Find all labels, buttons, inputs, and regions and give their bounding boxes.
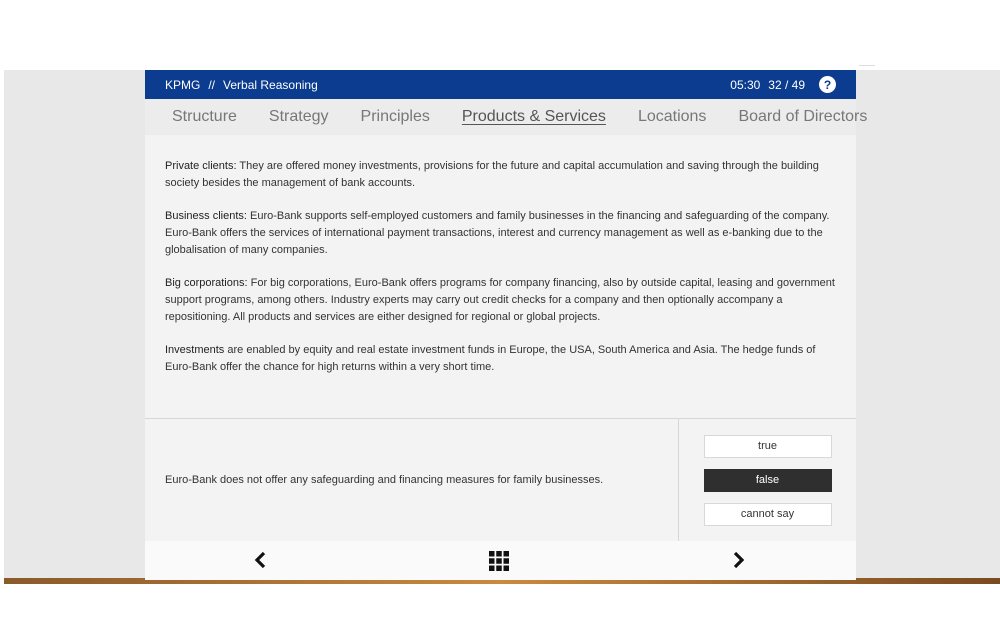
passage-paragraph (165, 342, 836, 376)
corner-line (859, 65, 875, 66)
chevron-right-icon (728, 550, 748, 570)
grid-icon (488, 550, 510, 572)
header-bar (145, 70, 856, 99)
tab-locations[interactable]: Locations (637, 108, 707, 125)
paragraph-text: Euro-Bank supports self-employed customers and family businesses in the financing and safeguarding of the company. Euro-Bank offers the services of international payment transactions, interest and currency management as well as e-banking due to the globalisation of many companies. (165, 210, 830, 256)
tab-bar (145, 99, 868, 135)
tab-board-of-directors[interactable]: Board of Directors (738, 108, 868, 125)
question-statement: Euro-Bank does not offer any safeguarding and financing measures for family businesses. (165, 474, 604, 486)
passage-paragraph (165, 208, 836, 259)
question-circle-icon[interactable]: ? (819, 76, 836, 93)
timer: 05:30 (730, 77, 761, 92)
navigation-bar (145, 541, 856, 580)
question-counter: 32 / 49 (768, 77, 805, 92)
question-overview-button[interactable] (488, 550, 510, 572)
test-window (145, 70, 868, 580)
breadcrumb (165, 78, 318, 92)
paragraph-term: Private clients: (165, 160, 237, 172)
answer-cannot-say-button[interactable]: cannot say (704, 503, 832, 526)
paragraph-text: They are offered money investments, provisions for the future and capital accumulation and saving through the building society besides the management of bank accounts. (165, 160, 819, 189)
tab-principles[interactable]: Principles (360, 108, 430, 125)
answer-options (678, 419, 856, 541)
passage-paragraph (165, 158, 836, 192)
paragraph-term: Business clients: (165, 210, 247, 222)
paragraph-text: For big corporations, Euro-Bank offers programs for company financing, also by outside capital, leasing and government support programs, among others. Industry experts may carry out credit checks for a company and then optionally accompany a repositioning. All products and services are either designed for regional or global projects. (165, 277, 835, 323)
passage-paragraph (165, 275, 836, 326)
question-panel (145, 418, 856, 542)
paragraph-text: are enabled by equity and real estate investment funds in Europe, the USA, South America and Asia. The hedge funds of Euro-Bank offer the chance for high returns within a very short time. (165, 344, 816, 373)
answer-true-button[interactable]: true (704, 435, 832, 458)
company-name: KPMG (165, 77, 201, 92)
tab-products-services[interactable]: Products & Services (461, 108, 606, 125)
passage (145, 135, 856, 407)
tab-structure[interactable]: Structure (172, 108, 237, 125)
next-button[interactable] (728, 550, 748, 570)
answer-false-button[interactable]: false (704, 469, 832, 492)
breadcrumb-separator: // (208, 77, 216, 92)
paragraph-term: Big corporations: (165, 277, 248, 289)
tab-strategy[interactable]: Strategy (268, 108, 329, 125)
previous-button[interactable] (251, 550, 271, 570)
chevron-left-icon (251, 550, 271, 570)
paragraph-term: Investments (165, 344, 225, 356)
section-name: Verbal Reasoning (223, 77, 318, 92)
